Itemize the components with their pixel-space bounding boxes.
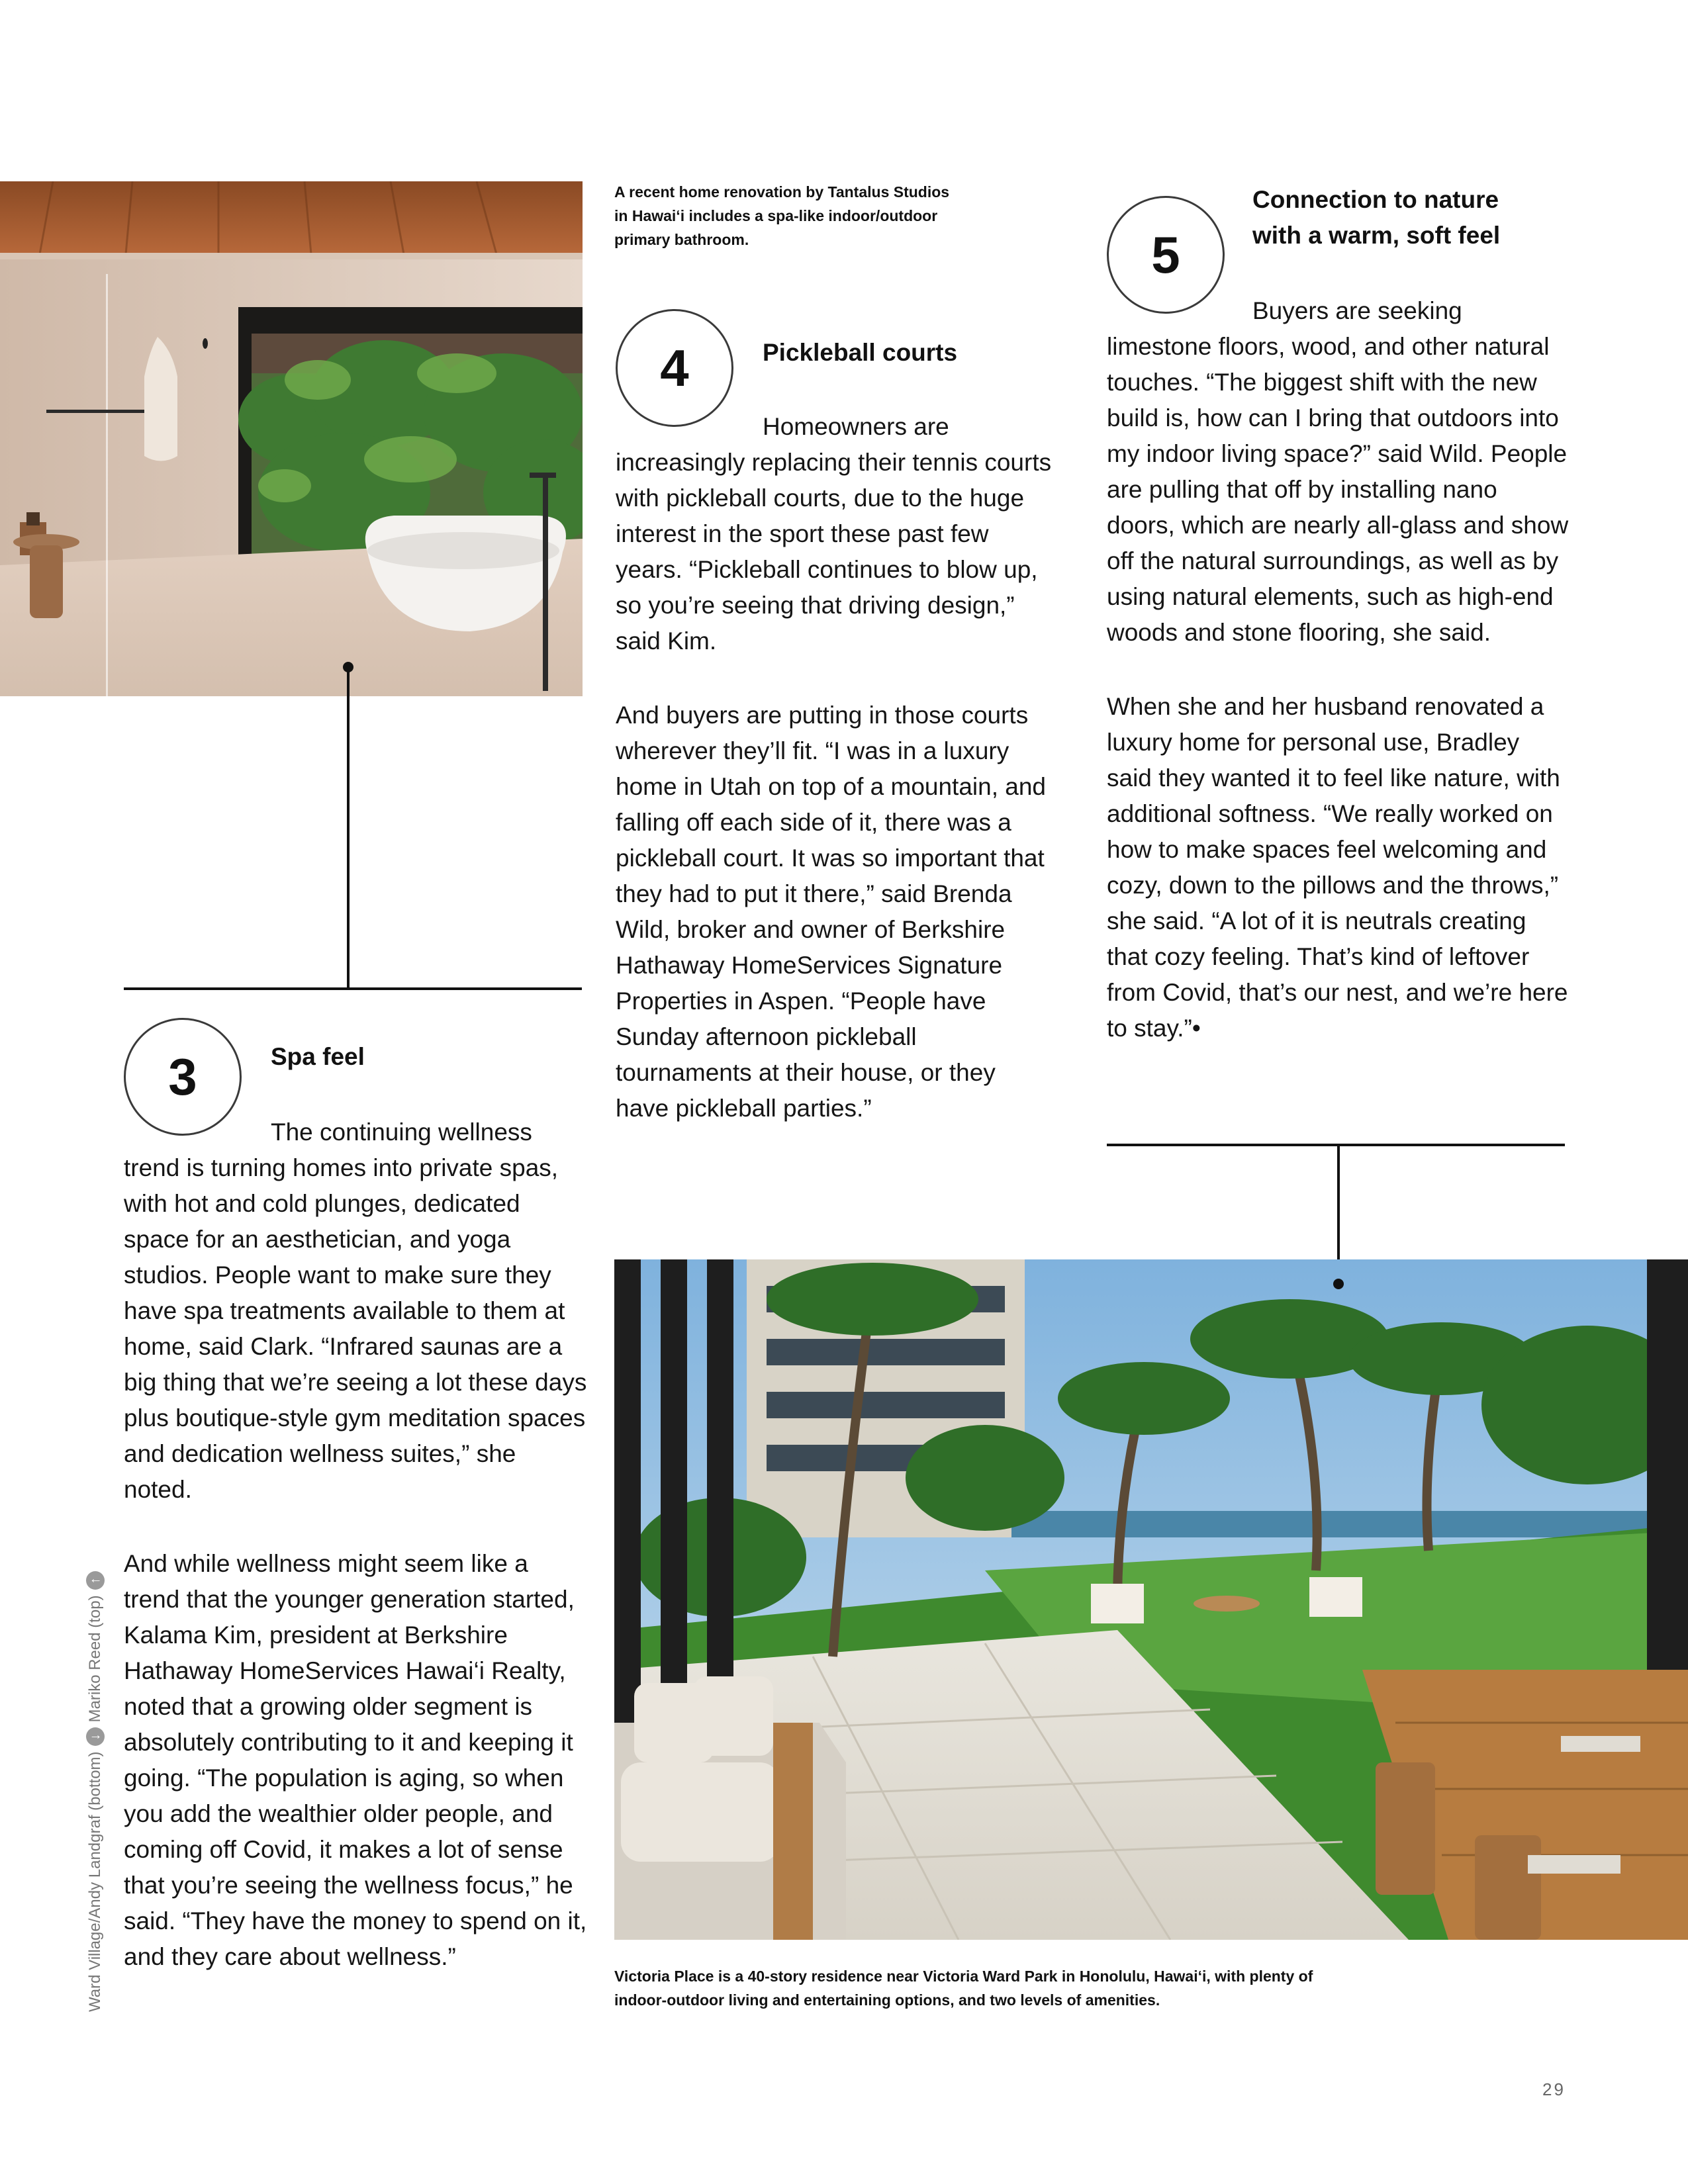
- arrow-down-icon: ↓: [86, 1727, 105, 1746]
- section-4-body: [616, 409, 1053, 1126]
- section-5-rule: [1107, 1144, 1565, 1146]
- bathroom-illustration: [0, 181, 583, 696]
- top-photo-caption: A recent home renovation by Tantalus Studios in Hawai‘i includes a spa-like indoor/outdoor primary bathroom.: [614, 183, 950, 248]
- connector-line: [347, 668, 350, 989]
- page-number: 29: [1542, 2079, 1566, 2099]
- photo-credit: [82, 1522, 109, 2012]
- bottom-photo-caption: [614, 1964, 1541, 2012]
- bottom-caption-line-1: Victoria Place is a 40-story residence near Victoria Ward Park in Honolulu, Hawai‘i, with plenty of: [614, 1968, 1313, 1985]
- section-3-rule: [124, 987, 582, 990]
- section-3-number-badge: 3: [124, 1018, 242, 1136]
- section-5-p1-text: Buyers are seeking limestone floors, wood, and other natural touches. “The biggest shift with the new build is, how can I bring that outdoors into my indoor living space?” said Wild. People are pulling that off by installing nano doors, which are nearly all-glass and show off the natural surroundings, as well as by using natural elements, such as high-end woods and stone flooring, she said.: [1107, 297, 1569, 646]
- section-5-number-badge: 5: [1107, 196, 1225, 314]
- section-5-paragraph-2: When she and her husband renovated a luxury home for personal use, Bradley said they wanted it to feel like nature, with additional softness. “We really worked on how to make spaces feel welcoming and cozy, down to the pillows and the throws,” she said. “A lot of it is neutrals creating that cozy feeling. That’s kind of leftover from Covid, that’s our nest, and we’re here to stay.”•: [1107, 693, 1568, 1042]
- section-5-heading-line-2: with a warm, soft feel: [1252, 222, 1501, 249]
- section-5-body: [1107, 293, 1570, 1046]
- section-5-heading-line-1: Connection to nature: [1252, 186, 1499, 213]
- bottom-caption-line-2: indoor-outdoor living and entertaining options, and two levels of amenities.: [614, 1991, 1160, 2009]
- section-4-p1-text: Homeowners are increasingly replacing their tennis courts with pickleball courts, due to the huge interest in the sport these past few years. “Pickleball continues to blow up, so you’re seeing that driving design,” said Kim.: [616, 413, 1052, 655]
- section-3-heading: Spa feel: [271, 1043, 365, 1070]
- section-3-paragraph-1: [124, 1115, 587, 1508]
- section-4-paragraph-1: [616, 409, 1053, 659]
- victoria-place-photo: [614, 1259, 1688, 1940]
- section-3-paragraph-2: And while wellness might seem like a trend that the younger generation started, Kalama Kim, president at Berkshire Hathaway HomeServices Hawai‘i Realty, noted that a growing older segment is absolutely contributing to it and keeping it going. “The population is aging, so when you add the wealthier older people, and coming off Covid, it makes a lot of sense that you’re seeing the wellness focus,” he said. “They have the money to spend on it, and they care about wellness.”: [124, 1550, 587, 1970]
- arrow-up-icon: ↑: [86, 1571, 105, 1590]
- section-5-heading: [1252, 182, 1500, 253]
- credit-bottom: Ward Village/Andy Landgraf (bottom): [86, 1751, 104, 2012]
- bathroom-photo: [0, 181, 583, 696]
- section-4-paragraph-2: And buyers are putting in those courts wherever they’ll fit. “I was in a luxury home in Utah on top of a mountain, and falling off each side of it, there was a pickleball court. It was so important that they had to put it there,” said Brenda Wild, broker and owner of Berkshire Hathaway HomeServices Signature Properties in Aspen. “People have Sunday afternoon pickleball tournaments at their house, or they have pickleball parties.”: [616, 702, 1046, 1122]
- section-5-paragraph-1: [1107, 293, 1570, 651]
- section-4-number-badge: 4: [616, 309, 733, 427]
- section-3-body: [124, 1115, 587, 1975]
- credit-top: Mariko Reed (top): [86, 1595, 104, 1723]
- victoria-place-illustration: [614, 1259, 1688, 1940]
- section-3-p1-text: The continuing wellness trend is turning homes into private spas, with hot and cold plunges, dedicated space for an aesthetician, and yoga studios. People want to make sure they have spa treatments available to them at home, said Clark. “Infrared saunas are a big thing that we’re seeing a lot these days plus boutique-style gym meditation spaces and dedication wellness suites,” she noted.: [124, 1118, 587, 1503]
- section-4-heading: Pickleball courts: [763, 339, 958, 366]
- connector-dot-bottom: [1333, 1279, 1344, 1289]
